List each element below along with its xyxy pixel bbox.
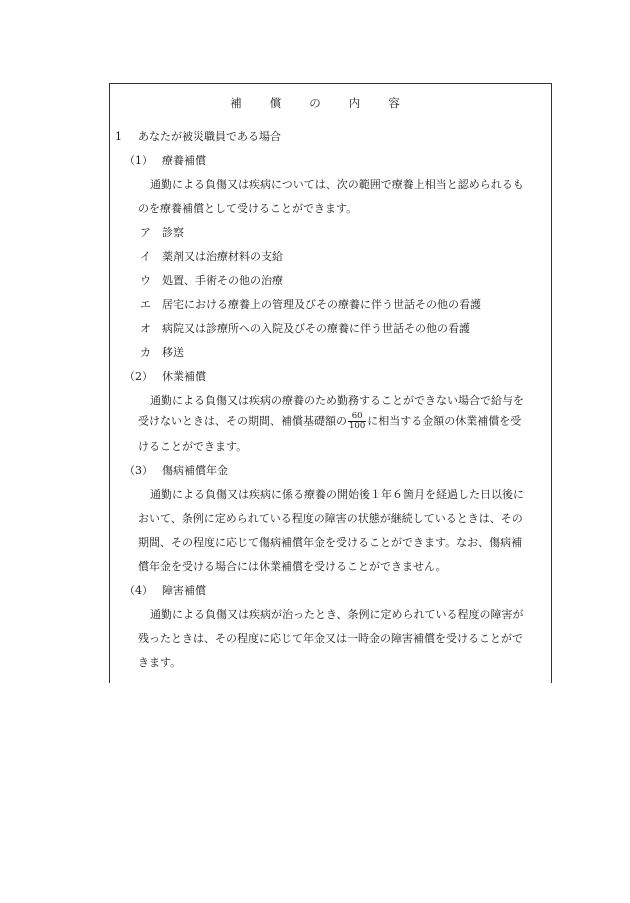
paragraph-line: けることができます。: [138, 440, 248, 453]
subsection-number: （3）: [124, 464, 153, 477]
title-char: の: [309, 96, 321, 110]
list-mark: ウ: [140, 274, 151, 287]
subsection-heading: 傷病補償年金: [162, 464, 228, 477]
section-heading: あなたが被災職員である場合: [138, 130, 281, 143]
list-mark: オ: [140, 322, 151, 335]
section-number: 1: [115, 130, 122, 143]
subsection-number: （1）: [124, 154, 153, 167]
paragraph-text: に相当する金額の休業補償を受: [367, 414, 522, 428]
paragraph-line: きます。: [138, 656, 182, 669]
title-char: 容: [388, 96, 400, 110]
paragraph-line: 償年金を受ける場合には休業補償を受けることができません。: [138, 560, 447, 573]
list-item: 居宅における療養上の管理及びその療養に伴う世話その他の看護: [162, 298, 481, 311]
title-char: 償: [269, 96, 282, 110]
fraction-numerator: 60: [348, 412, 366, 422]
paragraph-line-with-fraction: [138, 412, 521, 431]
subsection-heading: 障害補償: [162, 584, 206, 597]
list-item: 診察: [162, 226, 184, 239]
list-mark: イ: [140, 250, 151, 263]
paragraph-text: 受けないときは、その期間、補償基礎額の: [138, 414, 347, 428]
paragraph-line: おいて、条例に定められている程度の障害の状態が継続しているときは、その: [138, 512, 523, 525]
subsection-heading: 療養補償: [162, 154, 206, 167]
list-mark: カ: [140, 346, 151, 359]
paragraph-line: 期間、その程度に応じて傷病補償年金を受けることができます。なお、傷病補: [138, 536, 523, 549]
paragraph-line: 残ったときは、その程度に応じて年金又は一時金の障害補償を受けることがで: [138, 632, 523, 645]
list-item: 薬剤又は治療材料の支給: [162, 250, 283, 263]
fraction-denominator: 100: [349, 421, 366, 431]
paragraph-line: のを療養補償として受けることができます。: [138, 202, 358, 215]
subsection-heading: 休業補償: [162, 370, 206, 383]
paragraph-line: 通勤による負傷又は疾病の療養のため勤務することができない場合で給与を: [150, 394, 524, 407]
subsection-number: （2）: [124, 370, 153, 383]
title-char: 補: [230, 96, 242, 110]
paragraph-line: 通勤による負傷又は疾病に係る療養の開始後１年６箇月を経過した日以後に: [150, 488, 524, 501]
list-item: 病院又は診療所への入院及びその療養に伴う世話その他の看護: [162, 322, 470, 335]
list-mark: エ: [140, 298, 151, 311]
list-mark: ア: [140, 226, 151, 239]
subsection-number: （4）: [124, 584, 153, 597]
list-item: 処置、手術その他の治療: [162, 274, 283, 287]
list-item: 移送: [162, 346, 184, 359]
fraction: [348, 412, 366, 431]
paragraph-line: 通勤による負傷又は疾病については、次の範囲で療養上相当と認められるも: [150, 178, 524, 191]
title-char: 内: [348, 96, 361, 110]
page-title: [0, 95, 630, 111]
paragraph-line: 通勤による負傷又は疾病が治ったとき、条例に定められている程度の障害が: [150, 608, 524, 621]
